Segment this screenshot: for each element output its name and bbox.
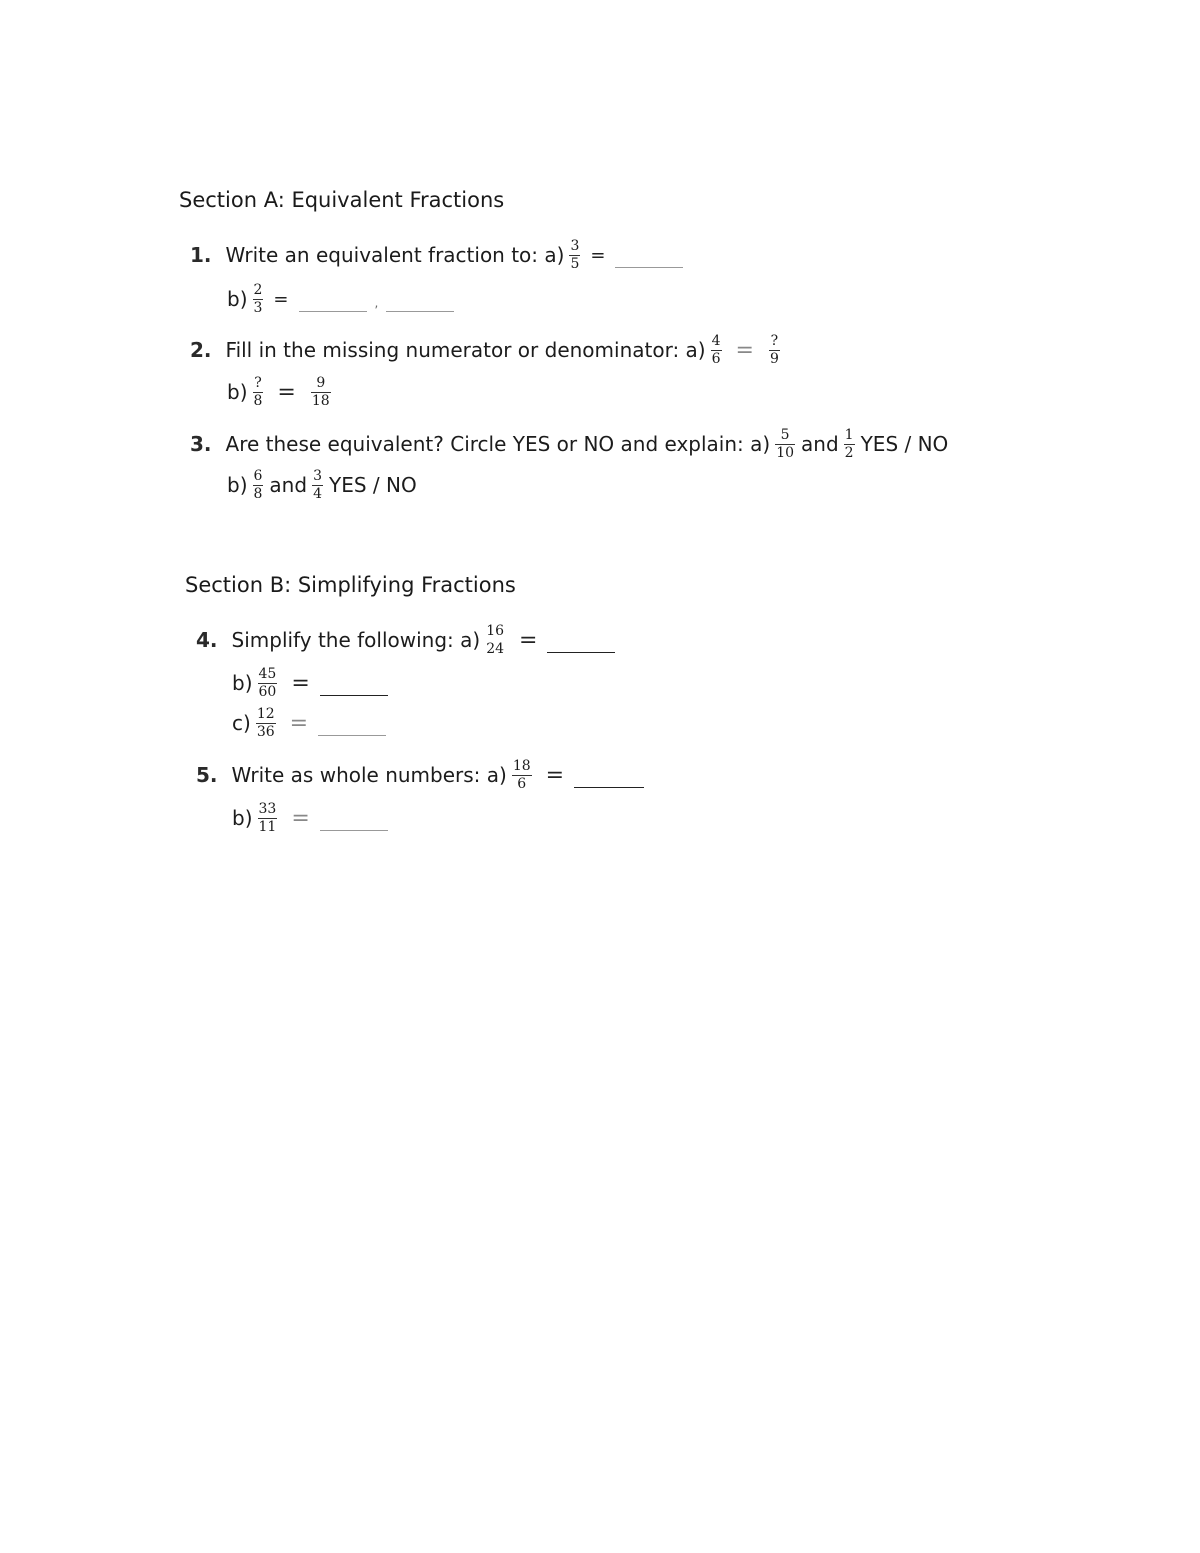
question-5	[196, 752, 644, 798]
fraction	[512, 759, 532, 792]
question-1	[190, 232, 683, 278]
fraction	[256, 707, 276, 740]
question-number: 4.	[196, 628, 218, 652]
equals-sign: =	[273, 288, 289, 310]
numerator: 45	[258, 665, 277, 682]
question-number: 2.	[190, 338, 212, 362]
answer-blank[interactable]	[574, 769, 644, 788]
and-text: and	[801, 432, 839, 456]
fraction	[258, 802, 278, 835]
numerator: 2	[253, 281, 263, 298]
numerator: 3	[313, 467, 322, 484]
part-label: b)	[227, 287, 248, 311]
part-label: b)	[227, 380, 248, 404]
numerator: 33	[258, 800, 277, 817]
equals-sign: =	[291, 805, 310, 831]
question-prompt: Simplify the following: a)	[231, 628, 481, 652]
fraction	[775, 428, 795, 461]
denominator: 2	[844, 444, 854, 461]
denominator: 5	[570, 255, 580, 272]
question-4-part-c	[232, 700, 386, 746]
denominator: 9	[769, 350, 779, 367]
question-prompt: Fill in the missing numerator or denominator: a)	[225, 338, 706, 362]
fraction	[711, 334, 722, 367]
question-2-part-b	[227, 369, 337, 415]
question-number: 5.	[196, 763, 218, 787]
and-text: and	[269, 473, 308, 497]
fraction	[253, 376, 264, 409]
fraction	[258, 667, 278, 700]
question-number: 1.	[190, 243, 212, 267]
equals-sign: =	[519, 627, 538, 653]
part-label: b)	[227, 473, 248, 497]
fraction	[569, 239, 580, 272]
answer-blank[interactable]	[386, 293, 454, 312]
fraction	[769, 334, 780, 367]
denominator: 18	[311, 392, 330, 409]
fraction	[253, 469, 264, 502]
equals-sign: =	[735, 337, 754, 363]
denominator: 24	[486, 640, 505, 657]
denominator: 6	[517, 775, 527, 792]
numerator: 3	[570, 237, 580, 254]
answer-blank[interactable]	[320, 677, 388, 696]
denominator: 8	[253, 392, 263, 409]
denominator: 60	[258, 683, 277, 700]
yes-no-choice[interactable]: YES / NO	[860, 432, 949, 456]
question-prompt: Are these equivalent? Circle YES or NO and explain: a)	[225, 432, 771, 456]
comma: ,	[374, 296, 379, 310]
equals-sign: =	[289, 710, 309, 736]
question-1-part-b	[227, 276, 454, 322]
equals-sign: =	[545, 762, 565, 788]
denominator: 3	[253, 299, 263, 316]
fraction	[485, 624, 505, 657]
question-3	[190, 421, 948, 467]
question-prompt: Write as whole numbers: a)	[231, 763, 507, 787]
denominator: 4	[313, 485, 322, 502]
equals-sign: =	[590, 244, 606, 266]
denominator: 11	[258, 818, 277, 835]
denominator: 6	[711, 350, 721, 367]
fraction	[312, 469, 323, 502]
part-label: b)	[232, 671, 253, 695]
numerator: ?	[254, 374, 262, 391]
denominator: 10	[776, 444, 795, 461]
fraction	[844, 428, 855, 461]
answer-blank[interactable]	[318, 717, 386, 736]
part-label: b)	[232, 806, 253, 830]
numerator: 18	[512, 757, 531, 774]
denominator: 8	[253, 485, 263, 502]
answer-blank[interactable]	[547, 634, 615, 653]
numerator: 5	[780, 426, 790, 443]
question-3-part-b	[227, 462, 417, 508]
question-4	[196, 617, 615, 663]
numerator: 16	[486, 622, 505, 639]
answer-blank[interactable]	[299, 293, 367, 312]
equals-sign: =	[277, 379, 296, 405]
numerator: 12	[256, 705, 275, 722]
question-5-part-b	[232, 795, 388, 841]
fraction	[311, 376, 331, 409]
question-number: 3.	[190, 432, 212, 456]
yes-no-choice[interactable]: YES / NO	[328, 473, 417, 497]
denominator: 36	[256, 723, 275, 740]
equals-sign: =	[291, 670, 310, 696]
numerator: 9	[316, 374, 326, 391]
numerator: 1	[844, 426, 854, 443]
fraction	[253, 283, 264, 316]
answer-blank[interactable]	[320, 812, 388, 831]
section-a-title: Section A: Equivalent Fractions	[179, 188, 505, 212]
numerator: 4	[711, 332, 721, 349]
numerator: ?	[770, 332, 779, 349]
question-2	[190, 327, 786, 373]
answer-blank[interactable]	[615, 249, 683, 268]
question-prompt: Write an equivalent fraction to: a)	[225, 243, 565, 267]
section-b-title: Section B: Simplifying Fractions	[185, 573, 516, 597]
numerator: 6	[253, 467, 263, 484]
part-label: c)	[232, 711, 251, 735]
